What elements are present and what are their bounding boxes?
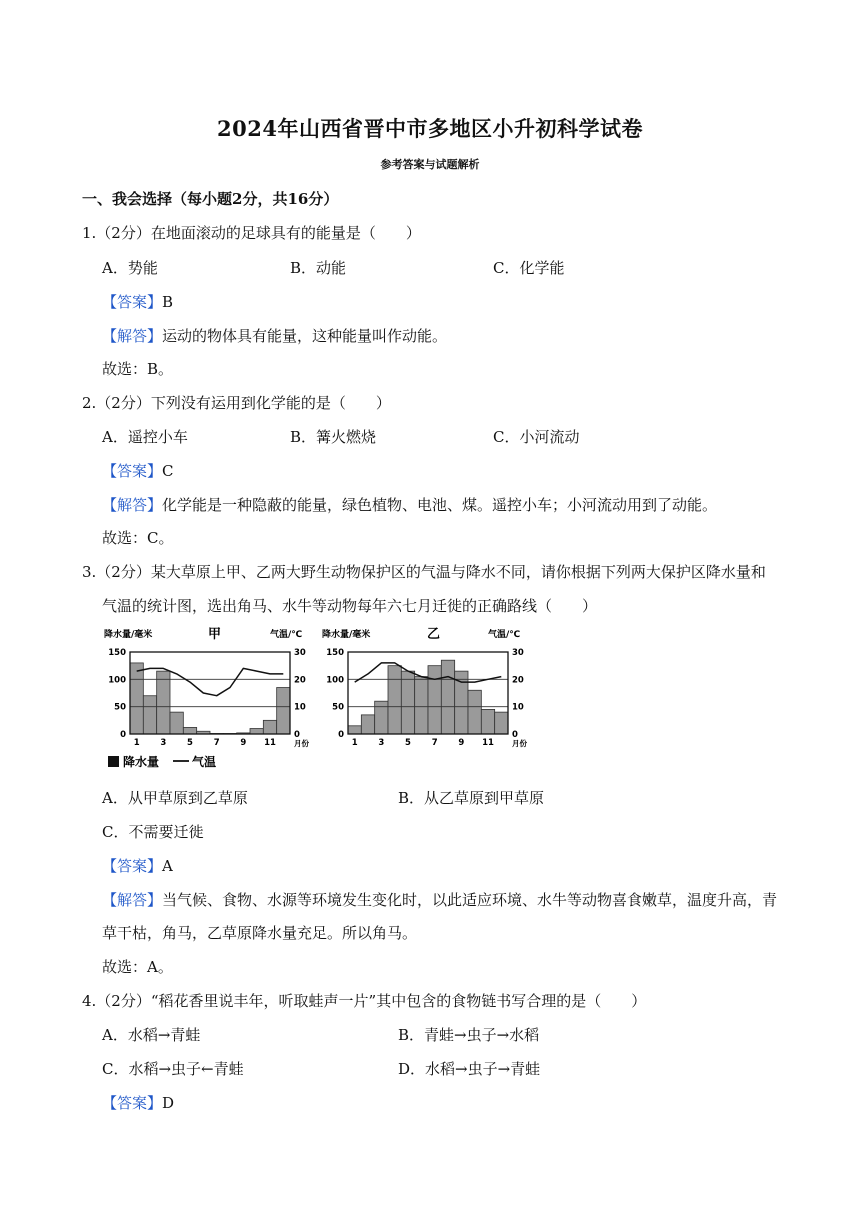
answer-label: 【答案】 — [102, 293, 163, 311]
question-2-answer — [102, 460, 174, 481]
precip-bar — [441, 660, 454, 734]
x-axis-label: 月份 — [294, 739, 309, 748]
question-1-answer — [102, 291, 173, 312]
answer-value: C — [162, 462, 174, 480]
analysis-label: 【解答】 — [102, 327, 163, 345]
legend-label-temp: 气温 — [192, 755, 217, 769]
y-tick-label: 100 — [326, 675, 344, 686]
answer-label: 【答案】 — [102, 857, 163, 875]
y-tick-label: 100 — [108, 675, 126, 686]
y-tick-label: 50 — [114, 702, 126, 713]
precip-bar — [143, 696, 156, 734]
y2-tick-label: 0 — [294, 730, 300, 740]
question-3-stem-line-1: 3.（2分）某大草原上甲、乙两大野生动物保护区的气温与降水不同，请你根据下列两大保护区降水量和 — [82, 563, 766, 581]
question-1-option-c: C．化学能 — [493, 259, 565, 277]
question-4-option-c: C．水稻→虫子←青蛙 — [102, 1060, 244, 1078]
question-4-option-b: B．青蛙→虫子→水稻 — [398, 1026, 540, 1044]
precip-bar — [388, 666, 401, 734]
question-2-option-a: A．遥控小车 — [102, 428, 188, 446]
chart-ylabel: 降水量/毫米 — [104, 630, 153, 640]
y2-tick-label: 0 — [512, 730, 518, 740]
y2-tick-label: 10 — [512, 702, 524, 713]
analysis-text: 化学能是一种隐蔽的能量，绿色植物、电池、煤。遥控小车；小河流动用到了动能。 — [162, 496, 718, 514]
question-2-analysis — [102, 494, 717, 515]
precip-bar — [183, 727, 196, 734]
question-1-stem: 1.（2分）在地面滚动的足球具有的能量是（ ） — [82, 224, 421, 242]
answer-label: 【答案】 — [102, 1094, 163, 1112]
chart-ylabel: 降水量/毫米 — [322, 630, 371, 640]
page-title: 2024年山西省晋中市多地区小升初科学试卷 — [217, 116, 643, 141]
question-3-answer — [102, 855, 173, 876]
precip-bar — [401, 671, 414, 734]
question-3-choice: 故选：A。 — [102, 958, 173, 976]
question-1-choice: 故选：B。 — [102, 360, 174, 378]
answer-value: B — [162, 293, 174, 311]
precip-bar — [428, 666, 441, 734]
y-tick-label: 0 — [120, 730, 126, 740]
question-4-option-a: A．水稻→青蛙 — [102, 1026, 201, 1044]
chart-y2label: 气温/℃ — [270, 630, 303, 640]
question-2-option-b: B．篝火燃烧 — [290, 428, 377, 446]
x-tick-label: 1 — [351, 738, 358, 748]
precip-bar — [263, 720, 276, 734]
x-tick-label: 5 — [187, 738, 193, 748]
precip-bar — [495, 712, 508, 734]
chart-title: 甲 — [208, 627, 222, 642]
x-tick-label: 3 — [378, 738, 385, 748]
question-3-analysis-line-2: 草干枯，角马，乙草原降水量充足。所以角马。 — [102, 924, 418, 942]
chart-jia — [104, 627, 309, 769]
x-tick-label: 11 — [482, 738, 494, 748]
analysis-text: 运动的物体具有能量，这种能量叫作动能。 — [162, 327, 448, 345]
page-subtitle: 参考答案与试题解析 — [380, 158, 480, 171]
analysis-text: 当气候、食物、水源等环境发生变化时，以此适应环境、水牛等动物喜食嫩草，温度升高，青 — [162, 891, 778, 909]
precip-bar — [375, 701, 388, 734]
y2-tick-label: 30 — [512, 648, 524, 658]
question-4-stem: 4.（2分）“稻花香里说丰年，听取蛙声一片”其中包含的食物链书写合理的是（ ） — [82, 992, 647, 1010]
x-tick-label: 3 — [160, 738, 167, 748]
y2-tick-label: 10 — [294, 702, 306, 713]
y2-tick-label: 30 — [294, 648, 306, 658]
section-heading: 一、我会选择（每小题2分，共16分） — [82, 190, 339, 208]
question-4-option-d: D．水稻→虫子→青蛙 — [398, 1060, 541, 1078]
precip-bar — [415, 677, 428, 734]
precip-bar — [481, 709, 494, 734]
y-tick-label: 150 — [108, 648, 126, 658]
question-3-option-b: B．从乙草原到甲草原 — [398, 789, 545, 807]
precip-bar — [170, 712, 183, 734]
climate-charts — [100, 622, 527, 774]
precip-bar — [157, 671, 170, 734]
question-1-option-b: B．动能 — [290, 259, 347, 277]
precip-bar — [348, 726, 361, 734]
chart-yi — [322, 627, 527, 748]
y-tick-label: 0 — [338, 730, 344, 740]
legend-label-precip: 降水量 — [123, 755, 160, 769]
y2-tick-label: 20 — [294, 675, 306, 686]
question-3-stem-line-2: 气温的统计图，选出角马、水牛等动物每年六七月迁徙的正确路线（ ） — [102, 597, 598, 615]
question-4-answer — [102, 1092, 174, 1113]
x-tick-label: 9 — [240, 738, 247, 748]
y-tick-label: 50 — [332, 702, 344, 713]
precip-bar — [250, 729, 263, 734]
answer-value: A — [162, 857, 173, 875]
question-2-stem: 2.（2分）下列没有运用到化学能的是（ ） — [82, 394, 391, 412]
x-tick-label: 7 — [213, 738, 220, 748]
precip-bar — [361, 715, 374, 734]
question-1-option-a: A．势能 — [102, 259, 158, 277]
analysis-label: 【解答】 — [102, 891, 163, 909]
x-axis-label: 月份 — [512, 739, 527, 748]
analysis-label: 【解答】 — [102, 496, 163, 514]
y2-tick-label: 20 — [512, 675, 524, 686]
x-tick-label: 1 — [133, 738, 140, 748]
question-3-analysis-line-1 — [102, 889, 777, 910]
answer-label: 【答案】 — [102, 462, 163, 480]
question-3-option-a: A．从甲草原到乙草原 — [102, 789, 248, 807]
question-2-choice: 故选：C。 — [102, 529, 174, 547]
precip-bar — [277, 688, 290, 734]
question-2-option-c: C．小河流动 — [493, 428, 580, 446]
legend-swatch-bar — [108, 756, 119, 767]
question-3-option-c: C．不需要迁徙 — [102, 823, 204, 841]
y-tick-label: 150 — [326, 648, 344, 658]
chart-title: 乙 — [427, 627, 441, 642]
x-tick-label: 11 — [264, 738, 276, 748]
precip-bar — [130, 663, 143, 734]
answer-value: D — [162, 1094, 175, 1112]
chart-y2label: 气温/℃ — [488, 630, 521, 640]
precip-bar — [468, 690, 481, 734]
x-tick-label: 7 — [431, 738, 438, 748]
x-tick-label: 9 — [458, 738, 465, 748]
question-1-analysis — [102, 325, 447, 346]
x-tick-label: 5 — [405, 738, 411, 748]
